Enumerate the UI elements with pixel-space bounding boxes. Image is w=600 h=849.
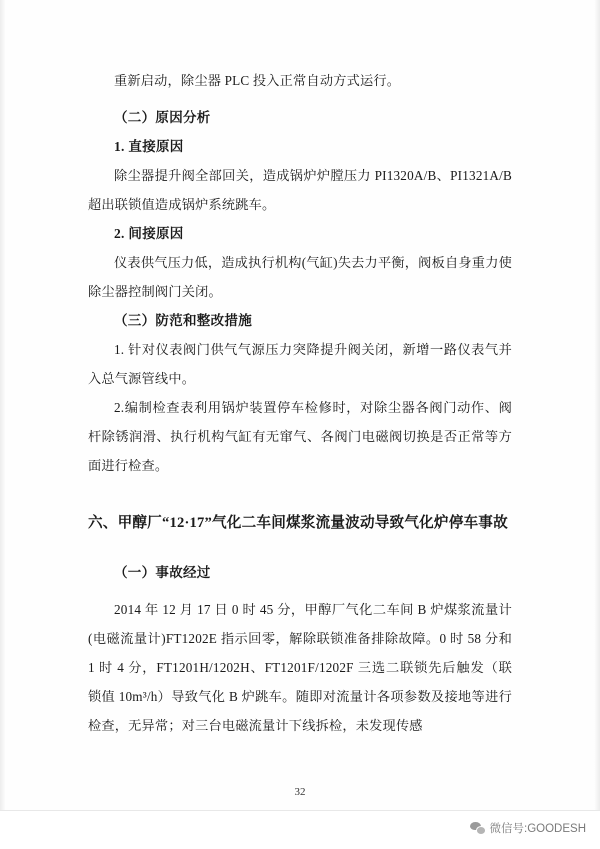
section-heading-direct-cause: 1. 直接原因 [114, 139, 184, 154]
paragraph: 仪表供气压力低，造成执行机构(气缸)失去力平衡，阀板自身重力使除尘器控制阀门关闭。 [88, 255, 512, 299]
page-number: 32 [294, 786, 306, 798]
section-heading-indirect-cause: 2. 间接原因 [114, 226, 184, 241]
section-heading-prevention-measures: （三）防范和整改措施 [114, 313, 252, 328]
wechat-watermark [470, 820, 586, 836]
spacer [88, 480, 512, 508]
wechat-icon [470, 822, 485, 835]
paragraph: 2014 年 12 月 17 日 0 时 45 分，甲醇厂气化二车间 B 炉煤浆流量计(电磁流量计)FT1202E 指示回零，解除联锁准备排除故障。0 时 58 分和 1 时 4 分，FT1201H/1202H、FT1201F/1202F 三选二联锁先后触发（联锁值 10m³/h）导致气化 B 炉跳车。随即对流量计各项参数及接地等进行检查，无异常；对三台电磁流量计下线拆检，未发现传感 [88, 602, 512, 733]
paragraph: 除尘器提升阀全部回关，造成锅炉炉膛压力 PI1320A/B、PI1321A/B 超出联锁值造成锅炉系统跳车。 [88, 168, 512, 212]
paragraph: 1. 针对仪表阀门供气气源压力突降提升阀关闭，新增一路仪表气并入总气源管线中。 [88, 342, 512, 386]
section-heading-accident-course: （一）事故经过 [114, 565, 211, 580]
document-body [88, 66, 512, 740]
page-edge-right [594, 0, 600, 848]
page-edge-left [0, 0, 6, 848]
paragraph: 2.编制检查表利用锅炉装置停车检修时，对除尘器各阀门动作、阀杆除锈润滑、执行机构气缸有无窜气、各阀门电磁阀切换是否正常等方面进行检查。 [88, 400, 512, 473]
chapter-heading-six: 六、甲醇厂“12·17”气化二车间煤浆流量波动导致气化炉停车事故 [88, 515, 508, 531]
spacer [88, 587, 512, 595]
spacer [88, 538, 512, 556]
section-heading-cause-analysis: （二）原因分析 [114, 110, 211, 125]
spacer [88, 95, 512, 103]
paragraph: 重新启动，除尘器 PLC 投入正常自动方式运行。 [114, 73, 401, 88]
wechat-label: 微信号:GOODESH [489, 823, 586, 835]
